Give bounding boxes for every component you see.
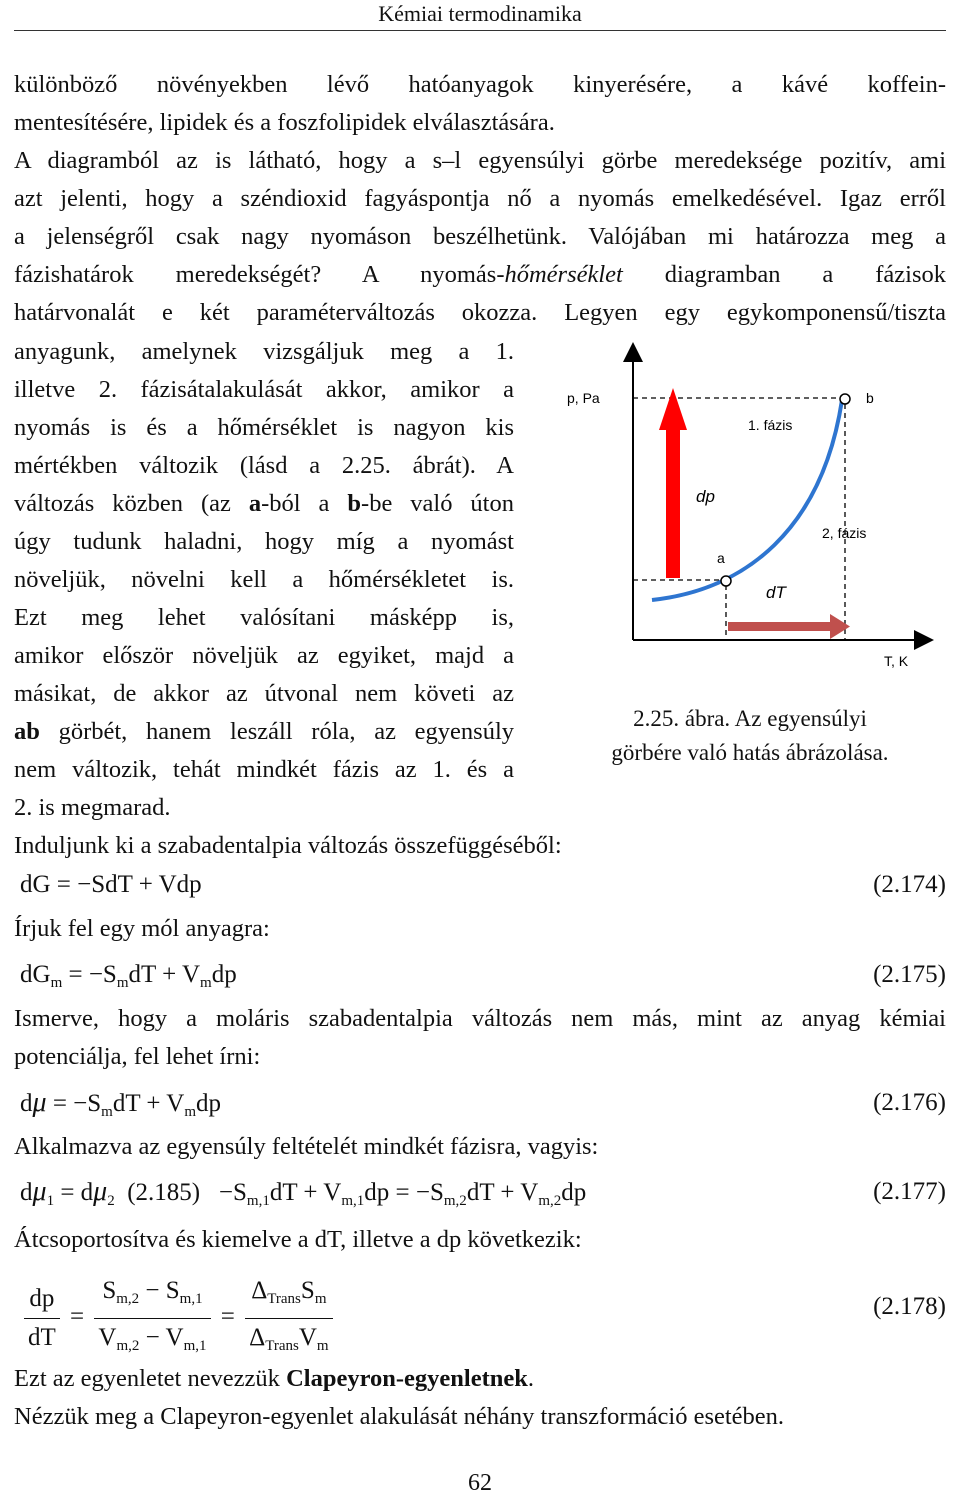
dp-arrow-shaft bbox=[666, 428, 680, 578]
x-axis-label: T, K bbox=[884, 653, 909, 669]
point-b-label: b bbox=[866, 390, 874, 406]
text-alkalmazva: Alkalmazva az egyensúly feltételét mindkét fázisra, vagyis: bbox=[14, 1133, 599, 1160]
text-line-19: nem változik, tehát mindkét fázis az 1. és a bbox=[14, 756, 514, 783]
text-line-5: a jelenségről csak nagy nyomáson beszélhetünk. Valójában mi határozza meg a bbox=[14, 223, 946, 250]
text-line-1: különböző növényekben lévő hatóanyagok kinyerésére, a kávé koffein- bbox=[14, 71, 946, 98]
text-line-11: mértékben változik (lásd a 2.25. ábrát). A bbox=[14, 452, 514, 479]
point-b-marker bbox=[840, 394, 850, 404]
x-axis-arrowhead bbox=[914, 630, 934, 650]
text-line-12: változás közben (az a-ból a b-be való úton bbox=[14, 490, 514, 517]
y-axis-label: p, Pa bbox=[567, 390, 600, 406]
dp-arrow-head bbox=[659, 388, 687, 430]
dt-arrow-shaft bbox=[728, 622, 832, 631]
text-line-20: 2. is megmarad. bbox=[14, 794, 171, 821]
text-line-15: Ezt meg lehet valósítani másképp is, bbox=[14, 604, 514, 631]
phase-1-label: 1. fázis bbox=[748, 417, 793, 433]
dt-arrow-head bbox=[830, 614, 850, 639]
equation-2-175: $dG_m = -S_mdT + V_mdp$ (2.175) bbox=[20, 961, 946, 991]
text-intro: Induljunk ki a szabadentalpia változás összefüggéséből: bbox=[14, 832, 562, 859]
equation-2-177: $d\mu_1 = d\mu_2$ $(2.185) -S_{m,1}dT + V_{m,1}dp = -S_{m,2}dT + V_{m,2}dp$ (2.177) bbox=[20, 1176, 946, 1209]
text-line-9: illetve 2. fázisátalakulását akkor, amikor a bbox=[14, 376, 514, 403]
dt-label: dT bbox=[766, 583, 786, 602]
equation-2-178: $\frac{dp}{dT}$ = $\frac{S_{m,2} - S_{m,1}}{V_{m,2} - V_{m,1}}$ = $\frac{\Delta_{Trans}S_m}{\Delta_{Trans}V_m}$ (2.178) bbox=[14, 1268, 946, 1358]
text-final-2: Nézzük meg a Clapeyron-egyenlet alakulását néhány transzformáció esetében. bbox=[14, 1403, 785, 1430]
text-line-14: növeljük, növelni kell a hőmérsékletet is. bbox=[14, 566, 514, 593]
text-line-16: amikor először növeljük az egyiket, majd a bbox=[14, 642, 514, 669]
text-line-17: másikat, de akkor az útvonal nem követi az bbox=[14, 680, 514, 707]
phase-2-label: 2, fázis bbox=[822, 525, 867, 541]
text-line-6: fázishatárok meredekségét? A nyomás-hőmérséklet diagramban a fázisok bbox=[14, 261, 946, 288]
dp-label: dp bbox=[696, 487, 715, 506]
figure-caption-line-2: görbére való hatás ábrázolása. bbox=[611, 740, 889, 765]
text-line-18: ab görbét, hanem leszáll róla, az egyensúly bbox=[14, 718, 514, 745]
text-atcsoportositva: Átcsoportosítva és kiemelve a dT, illetve a dp következik: bbox=[14, 1226, 582, 1253]
text-molar: Írjuk fel egy mól anyagra: bbox=[14, 915, 270, 942]
text-ismerve-1: Ismerve, hogy a moláris szabadentalpia változás nem más, mint az anyag kémiai bbox=[14, 1005, 946, 1032]
equation-2-176: $d\mu = -S_mdT + V_mdp$ (2.176) bbox=[20, 1087, 946, 1120]
text-line-3: A diagramból az is látható, hogy a s–l egyensúlyi görbe meredeksége pozitív, ami bbox=[14, 147, 946, 174]
text-line-10: nyomás is és a hőmérséklet is nagyon kis bbox=[14, 414, 514, 441]
equation-2-174: dG = −SdT + Vdp (2.174) bbox=[20, 871, 946, 898]
y-axis-arrowhead bbox=[623, 342, 643, 362]
page-number: 62 bbox=[468, 1470, 492, 1496]
text-line-13: úgy tudunk haladni, hogy míg a nyomást bbox=[14, 528, 514, 555]
page-header: Kémiai termodinamika bbox=[378, 1, 582, 26]
point-a-marker bbox=[721, 576, 731, 586]
point-a-label: a bbox=[717, 550, 725, 566]
text-line-4: azt jelenti, hogy a széndioxid fagyáspontja nő a nyomás emelkedésével. Igaz erről bbox=[14, 185, 946, 212]
figure-caption-line-1: 2.25. ábra. Az egyensúlyi bbox=[633, 706, 867, 731]
text-line-2: mentesítésére, lipidek és a foszfolipidek elválasztására. bbox=[14, 109, 555, 136]
text-line-8: anyagunk, amelynek vizsgáljuk meg a 1. bbox=[14, 338, 514, 365]
text-final-1: Ezt az egyenletet nevezzük Clapeyron-egyenletnek. bbox=[14, 1365, 534, 1392]
text-line-7: határvonalát e két paraméterváltozás okozza. Legyen egy egykomponensű/tiszta bbox=[14, 299, 946, 326]
text-ismerve-2: potenciálja, fel lehet írni: bbox=[14, 1043, 261, 1070]
